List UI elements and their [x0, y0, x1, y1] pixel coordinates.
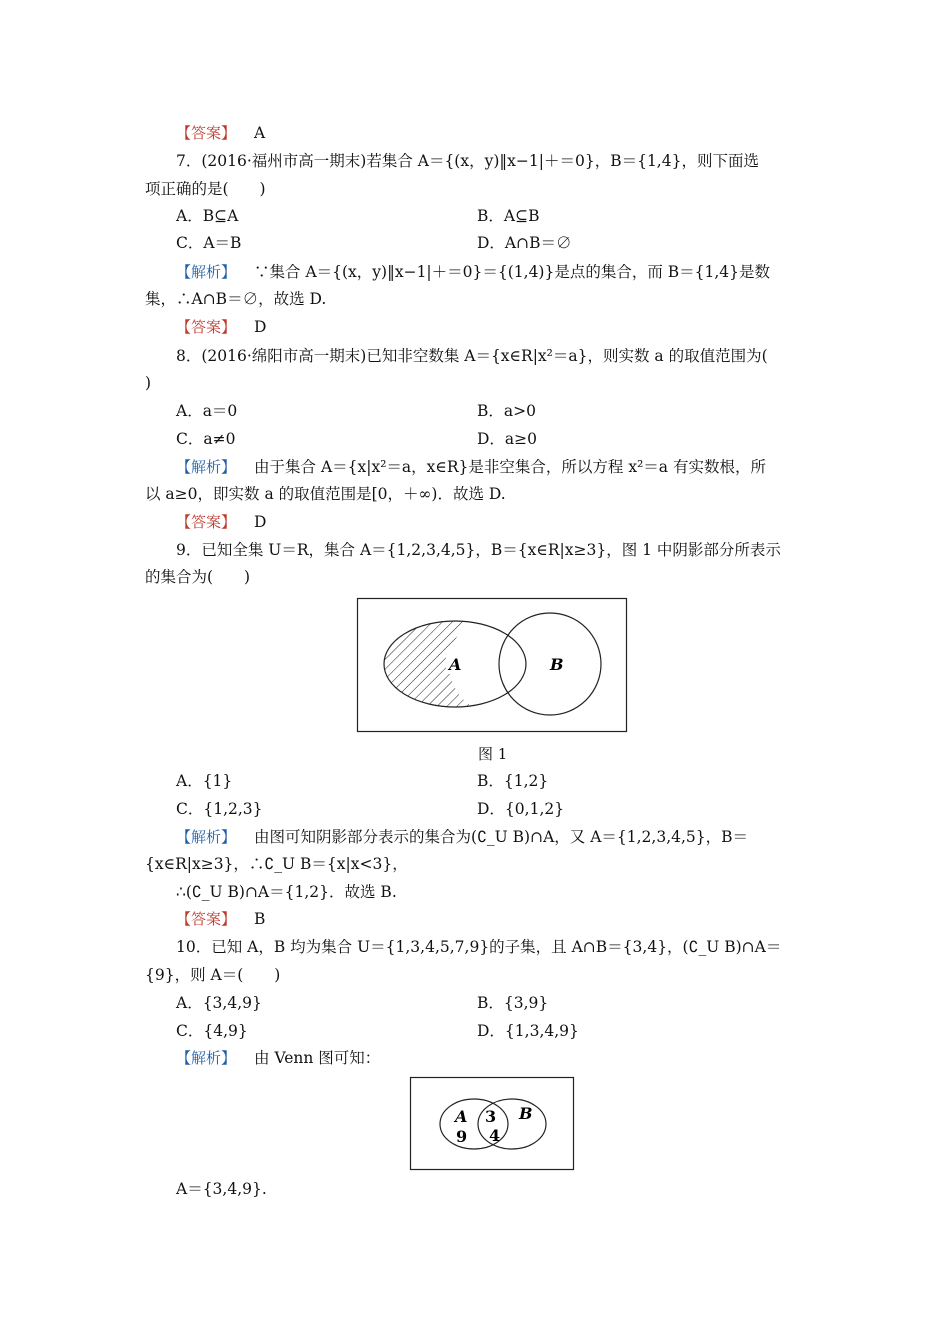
q10-solution-text: 由 Venn 图可知：	[254, 1049, 381, 1067]
q8-stem-line2: )	[145, 374, 152, 392]
q8-stem-line1: 8．(2016·绵阳市高一期末)已知非空数集 A＝{x∈R|x²＝a}，则实数 a 的取值范围为(	[176, 347, 768, 365]
answer-value: A	[254, 124, 266, 142]
analysis-tag: 【解析】	[176, 263, 237, 281]
answer-line-6	[176, 123, 265, 143]
venn-figure-1	[357, 598, 627, 733]
q9-solution-line1	[176, 827, 748, 847]
q7-option-a: A．B⊆A	[176, 207, 239, 225]
q9-solution-line2: {x∈R|x≥3}，∴∁_U B＝{x|x<3}，	[145, 855, 408, 873]
q9-option-c: C．{1,2,3}	[176, 800, 263, 818]
q8-solution-text: 由于集合 A＝{x|x²＝a，x∈R}是非空集合，所以方程 x²＝a 有实数根，所	[254, 458, 766, 476]
q7-stem-line2: 项正确的是( )	[145, 180, 266, 198]
q9-option-a: A．{1}	[176, 772, 233, 790]
answer-value: D	[254, 318, 267, 336]
set-b-label: B	[550, 655, 564, 674]
q7-option-b: B．A⊆B	[477, 207, 540, 225]
answer-tag: 【答案】	[176, 318, 237, 336]
analysis-tag: 【解析】	[176, 1049, 237, 1067]
q10-stem-line2: {9}，则 A＝( )	[145, 966, 281, 984]
intersection-element-bottom: 4	[489, 1126, 501, 1145]
analysis-tag: 【解析】	[176, 828, 237, 846]
q8-solution-line1	[176, 457, 766, 477]
q8-solution-line2: 以 a≥0，即实数 a 的取值范围是[0，＋∞)．故选 D.	[145, 485, 506, 503]
intersection-element-top: 3	[485, 1107, 497, 1126]
set-a-label: A	[449, 655, 462, 674]
analysis-tag: 【解析】	[176, 458, 237, 476]
q10-stem-line1: 10．已知 A，B 均为集合 U＝{1,3,4,5,7,9}的子集，且 A∩B＝{3,4}，(∁_U B)∩A＝	[176, 938, 782, 956]
q9-solution-text: 由图可知阴影部分表示的集合为(∁_U B)∩A，又 A＝{1,2,3,4,5}，B＝	[254, 828, 749, 846]
q9-stem-line2: 的集合为( )	[145, 568, 251, 586]
q10-option-d: D．{1,3,4,9}	[477, 1022, 579, 1040]
q7-option-d: D．A∩B＝∅	[477, 234, 572, 252]
q8-option-c: C．a≠0	[176, 430, 236, 448]
q10-option-c: C．{4,9}	[176, 1022, 248, 1040]
figure-1-caption: 图 1	[478, 745, 508, 763]
q10-option-a: A．{3,4,9}	[176, 994, 262, 1012]
q9-option-d: D．{0,1,2}	[477, 800, 565, 818]
a-only-element: 9	[456, 1127, 468, 1146]
q8-option-b: B．a>0	[477, 402, 536, 420]
q10-solution-line1	[176, 1048, 380, 1068]
set-a-label: A	[455, 1107, 468, 1126]
q10-option-b: B．{3,9}	[477, 994, 549, 1012]
answer-line-9	[176, 909, 265, 929]
venn-figure-2	[410, 1077, 574, 1170]
q7-stem-line1: 7．(2016·福州市高一期末)若集合 A＝{(x，y)‖x−1|＋＝0}，B＝{1,4}，则下面选	[176, 152, 759, 170]
q7-solution-text: ∵集合 A＝{(x，y)‖x−1|＋＝0}＝{(1,4)}是点的集合，而 B＝{1,4}是数	[254, 263, 771, 281]
q7-solution-line2: 集，∴A∩B＝∅，故选 D.	[145, 290, 327, 308]
set-b-label: B	[519, 1104, 533, 1123]
q8-option-d: D．a≥0	[477, 430, 538, 448]
q7-option-c: C．A＝B	[176, 234, 242, 252]
answer-tag: 【答案】	[176, 910, 237, 928]
q8-option-a: A．a＝0	[176, 402, 238, 420]
q9-option-b: B．{1,2}	[477, 772, 549, 790]
q7-solution-line1	[176, 262, 770, 282]
answer-value: B	[254, 910, 266, 928]
answer-line-7	[176, 317, 266, 337]
q10-final-answer: A＝{3,4,9}.	[176, 1180, 267, 1198]
answer-tag: 【答案】	[176, 124, 237, 142]
answer-tag: 【答案】	[176, 513, 237, 531]
answer-line-8	[176, 512, 266, 532]
q9-solution-line3: ∴(∁_U B)∩A＝{1,2}．故选 B.	[176, 883, 397, 901]
q9-stem-line1: 9．已知全集 U＝R，集合 A＝{1,2,3,4,5}，B＝{x∈R|x≥3}，图 1 中阴影部分所表示	[176, 541, 781, 559]
answer-value: D	[254, 513, 267, 531]
